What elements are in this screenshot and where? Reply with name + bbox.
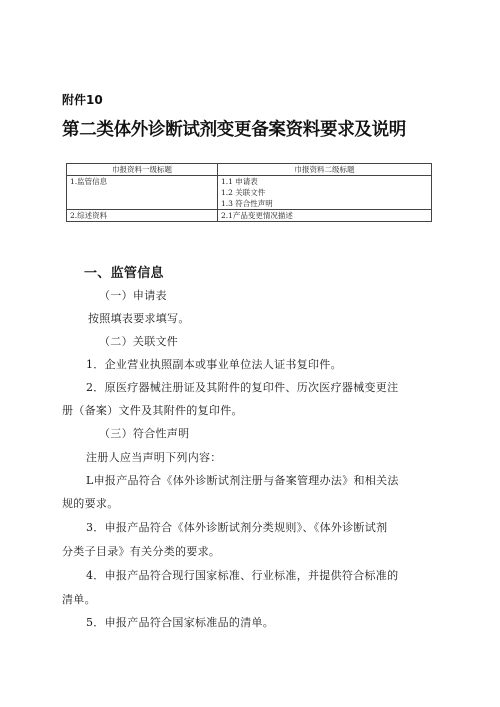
- subsection-heading: （二）关联文件: [99, 335, 179, 348]
- table-cell: [218, 176, 432, 210]
- list-item-continuation: 规的要求。: [62, 497, 119, 510]
- table-row: [67, 210, 432, 222]
- subsection-heading: （一）申请表: [99, 289, 167, 302]
- table-header-level2: 巾报资料二级标题: [218, 164, 432, 176]
- list-item: 3．申报产品符合《体外诊断试剂分类规则》、《体外诊断试剂: [86, 521, 388, 534]
- table-header-level1: 巾报资料一级标题: [67, 164, 218, 176]
- list-item-continuation: 分类子目录》有关分类的要求。: [62, 545, 221, 558]
- list-item: L申报产品符合《体外诊断试剂注册与备案管理办法》和相关法: [86, 474, 399, 487]
- table-row: [67, 176, 432, 210]
- list-item: 5．申报产品符合国家标准品的清单。: [86, 616, 275, 629]
- table-header-row: [67, 164, 432, 176]
- table-cell-line: 2.1产品变更情况描述: [221, 211, 293, 220]
- section-heading: 一、监管信息: [84, 266, 164, 281]
- table-cell: [218, 210, 432, 222]
- requirements-table: [66, 163, 432, 222]
- table-cell-line: 1.2 关联文件: [221, 188, 266, 197]
- table-cell: 1.监管信息: [67, 176, 218, 210]
- list-item: 1．企业营业执照副本或事业单位法人证书复印件。: [86, 358, 342, 371]
- table-cell-line: 1.3 符合性声明: [221, 199, 273, 208]
- list-item: 2．原医疗器械注册证及其附件的复印件、历次医疗器械变更注: [86, 381, 399, 394]
- subsection-heading: （三）符合性声明: [99, 427, 190, 440]
- table-cell-line: 1.1 申请表: [221, 177, 258, 186]
- table-cell: 2.综述资料: [67, 210, 218, 222]
- paragraph: 注册人应当声明下列内容：: [86, 451, 222, 464]
- paragraph: 按照填表要求填写。: [88, 312, 190, 325]
- list-item-continuation: 册（备案）文件及其附件的复印件。: [62, 404, 243, 417]
- attachment-label: 附件10: [62, 93, 103, 107]
- list-item: 4．申报产品符合现行国家标准、行业标准，并提供符合标准的: [86, 569, 399, 582]
- list-item-continuation: 清单。: [62, 593, 96, 606]
- page-title: 第二类体外诊断试剂变更备案资料要求及说明: [62, 120, 406, 140]
